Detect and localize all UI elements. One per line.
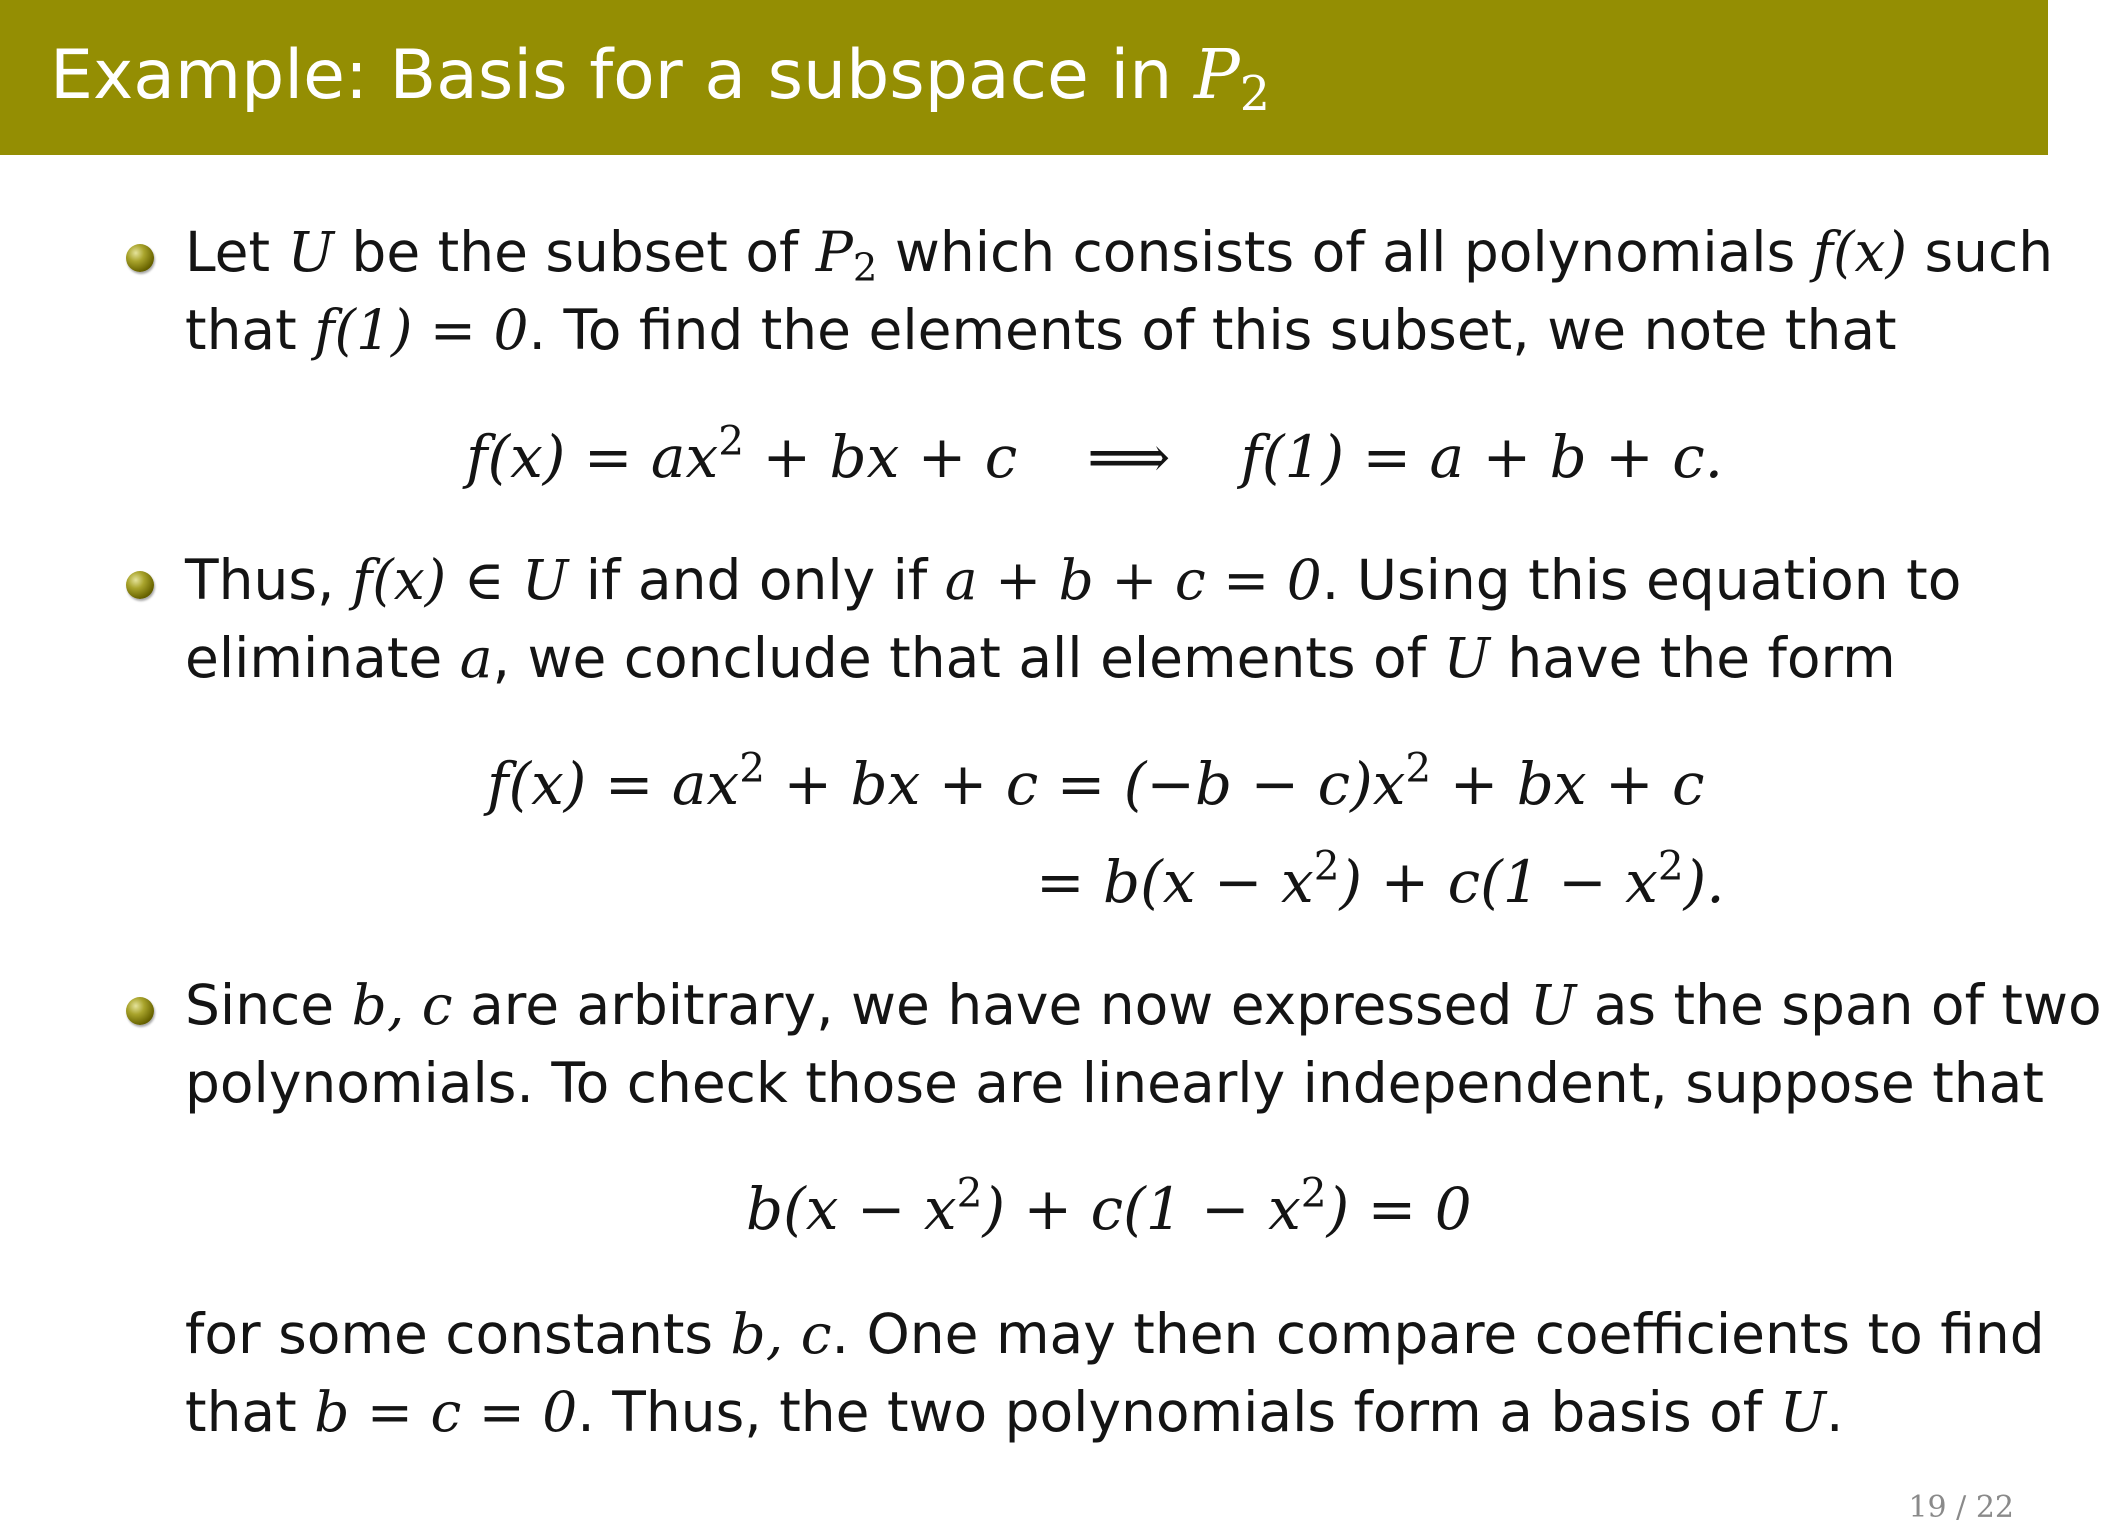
bullet1-line2: that f(1) = 0. To find the elements of this subset, we note that bbox=[185, 298, 1897, 362]
conclusion-line1: for some constants b, c. One may then compare coefficients to find bbox=[185, 1302, 2045, 1366]
bullet1-line1: Let U be the subset of $P_2$ which consists of all polynomials f(x) such bbox=[185, 220, 2054, 291]
bullet2-line1: Thus, f(x) ∈ U if and only if a + b + c = 0. Using this equation to bbox=[185, 548, 1962, 612]
equation-span-form: = $b(x - x^2) + c(1 - x^2)$. bbox=[1036, 841, 1725, 916]
equation-general-form: $f(x) = ax^2$ + bx + $c = (-b - c)x^2$ + bx + c bbox=[487, 743, 1705, 818]
bullet-marker bbox=[126, 571, 154, 599]
bullet3-line2: polynomials. To check those are linearly independent, suppose that bbox=[185, 1051, 2044, 1115]
conclusion-line2: that b = c = 0. Thus, the two polynomials form a basis of U. bbox=[185, 1380, 1844, 1444]
slide-header bbox=[0, 0, 2048, 155]
bullet-marker bbox=[126, 997, 154, 1025]
page-number: 19 / 22 bbox=[1908, 1490, 2014, 1525]
bullet3-line1: Since b, c are arbitrary, we have now expressed U as the span of two bbox=[185, 973, 2102, 1037]
bullet2-line2: eliminate a, we conclude that all elements of U have the form bbox=[185, 626, 1896, 690]
equation-implication: $f(x) = ax^2$ + bx + c ⟹ f(1) = a + b + c. bbox=[466, 416, 1724, 491]
equation-independence: $b(x - x^2) + c(1 - x^2) = 0$ bbox=[746, 1168, 1472, 1243]
slide-title: Example: Basis for a subspace in $P_2$ bbox=[50, 36, 1271, 122]
bullet-marker bbox=[126, 244, 154, 272]
